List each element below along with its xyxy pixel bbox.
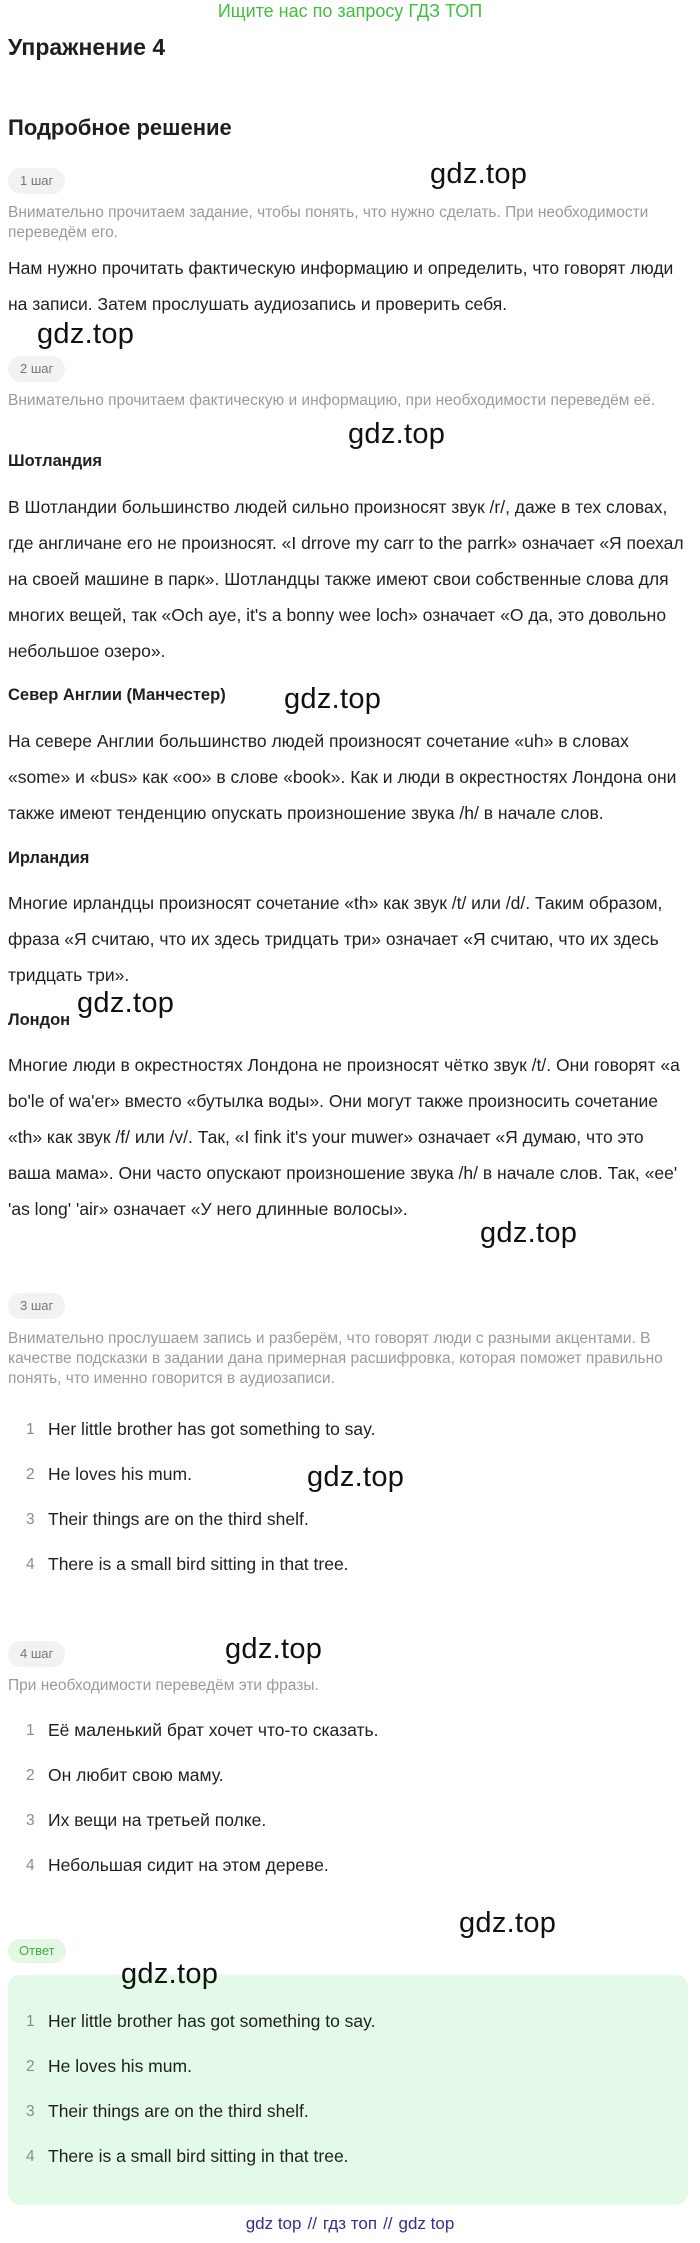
step-1-hint: Внимательно прочитаем задание, чтобы понять, что нужно сделать. При необходимости переведём его. [8, 204, 649, 241]
list-item-number: 4 [26, 2148, 35, 2165]
list-item [8, 1708, 688, 1753]
list-item [8, 1999, 688, 2044]
list-item-number: 2 [26, 2058, 35, 2075]
list-item-number: 2 [26, 1466, 35, 1483]
section-heading-london: Лондон [8, 1011, 71, 1029]
step-1-text: Нам нужно прочитать фактическую информацию и определить, что говорят люди на записи. Затем прослушать аудиозапись и проверить себя. [8, 258, 674, 314]
list-item [8, 2044, 688, 2089]
list-item [8, 1798, 688, 1843]
list-item [8, 1407, 688, 1452]
list-item-number: 1 [26, 1722, 35, 1739]
list-item-text: Небольшая сидит на этом дереве. [48, 1855, 329, 1875]
step-1-badge: 1 шаг [8, 168, 65, 194]
list-item-text: Their things are on the third shelf. [48, 2101, 309, 2121]
list-item-number: 4 [26, 1857, 35, 1874]
watermark-text: gdz.top [480, 1217, 578, 1249]
footer-link[interactable]: гдз топ [322, 2214, 378, 2233]
list-item-text: Her little brother has got something to say. [48, 1419, 376, 1439]
list-item-text: Её маленький брат хочет что-то сказать. [48, 1720, 379, 1740]
list-item-text: He loves his mum. [48, 2056, 192, 2076]
watermark-text: gdz.top [225, 1633, 323, 1665]
watermark-text: gdz.top [307, 1461, 405, 1493]
step-2-badge: 2 шаг [8, 356, 65, 382]
list-item-text: Их вещи на третьей полке. [48, 1810, 267, 1830]
exercise-title: Упражнение 4 [8, 34, 166, 60]
footer-link[interactable]: gdz top [245, 2214, 302, 2233]
list-item-number: 1 [26, 2013, 35, 2030]
footer-link[interactable]: gdz top [398, 2214, 455, 2233]
step-4-badge: 4 шаг [8, 1641, 65, 1667]
list-item [8, 2134, 688, 2179]
watermark-text: gdz.top [121, 1958, 219, 1990]
section-text-scotland: В Шотландии большинство людей сильно произносят звук /r/, даже в тех словах, где англичане его не произносят. «I drrove my carr to the parrk» означает «Я поехал на своей машине в парк». Шотландцы также имеют свои собственные слова для многих вещей, так «Och aye, it's a bonny wee loch» означает «О да, это довольно небольшое озеро». [8, 497, 684, 661]
step-3-badge: 3 шаг [8, 1293, 65, 1319]
list-item-text: He loves his mum. [48, 1464, 192, 1484]
list-item-text: There is a small bird sitting in that tree. [48, 1554, 349, 1574]
watermark-text: gdz.top [459, 1907, 557, 1939]
footer-separator: // [383, 2214, 393, 2233]
list-item-text: Он любит свою маму. [48, 1765, 224, 1785]
list-item-text: There is a small bird sitting in that tree. [48, 2146, 349, 2166]
section-text-north-england: На севере Англии большинство людей произносят сочетание «uh» в словах «some» и «bus» как «oo» в слове «book». Как и люди в окрестностях Лондона они также имеют тенденцию опускать произношение звука /h/ в начале слов. [8, 731, 677, 823]
step-3-hint: Внимательно прослушаем запись и разберём, что говорят люди с разными акцентами. В качестве подсказки в задании дана примерная расшифровка, которая поможет правильно понять, что именно говорится в аудиозаписи. [8, 1330, 663, 1387]
watermark-text: gdz.top [37, 318, 135, 350]
section-heading-scotland: Шотландия [8, 452, 102, 470]
watermark-text: gdz.top [284, 683, 382, 715]
list-item-number: 1 [26, 1421, 35, 1438]
list-item-text: Her little brother has got something to say. [48, 2011, 376, 2031]
footer-links [0, 2213, 700, 2235]
answer-badge: Ответ [8, 1939, 66, 1963]
step-4-list [8, 1708, 688, 1888]
list-item-number: 3 [26, 1511, 35, 1528]
list-item [8, 1843, 688, 1888]
list-item-number: 3 [26, 2103, 35, 2120]
watermark-text: gdz.top [348, 418, 446, 450]
step-2-hint: Внимательно прочитаем фактическую и информацию, при необходимости переведём её. [8, 392, 656, 409]
footer-separator: // [307, 2214, 317, 2233]
top-banner[interactable]: Ищите нас по запросу ГДЗ ТОП [217, 1, 483, 21]
section-heading-ireland: Ирландия [8, 849, 90, 867]
solution-title: Подробное решение [8, 115, 232, 140]
watermark-text: gdz.top [430, 158, 528, 190]
answer-box [8, 1975, 688, 2205]
list-item [8, 1497, 688, 1542]
list-item-text: Their things are on the third shelf. [48, 1509, 309, 1529]
list-item-number: 3 [26, 1812, 35, 1829]
answer-list [8, 1999, 688, 2179]
section-text-london: Многие люди в окрестностях Лондона не произносят чётко звук /t/. Они говорят «a bo'le of wa'er» вместо «бутылка воды». Они могут также произносить сочетание «th» как звук /f/ или /v/. Так, «I fink it's your muwer» означает «Я думаю, что это ваша мама». Они часто опускают произношение звука /h/ в начале слов. Так, «ee' 'as long' 'air» означает «У него длинные волосы». [8, 1055, 680, 1219]
section-text-ireland: Многие ирландцы произносят сочетание «th» как звук /t/ или /d/. Таким образом, фраза «Я считаю, что их здесь тридцать три» означает «Я считаю, что их здесь тридцать три». [8, 893, 663, 985]
step-4-hint: При необходимости переведём эти фразы. [8, 1677, 319, 1694]
list-item [8, 1753, 688, 1798]
watermark-text: gdz.top [77, 987, 175, 1019]
section-heading-north-england: Север Англии (Манчестер) [8, 686, 226, 704]
list-item-number: 2 [26, 1767, 35, 1784]
step-3-list [8, 1407, 688, 1587]
list-item [8, 1542, 688, 1587]
list-item [8, 2089, 688, 2134]
list-item-number: 4 [26, 1556, 35, 1573]
